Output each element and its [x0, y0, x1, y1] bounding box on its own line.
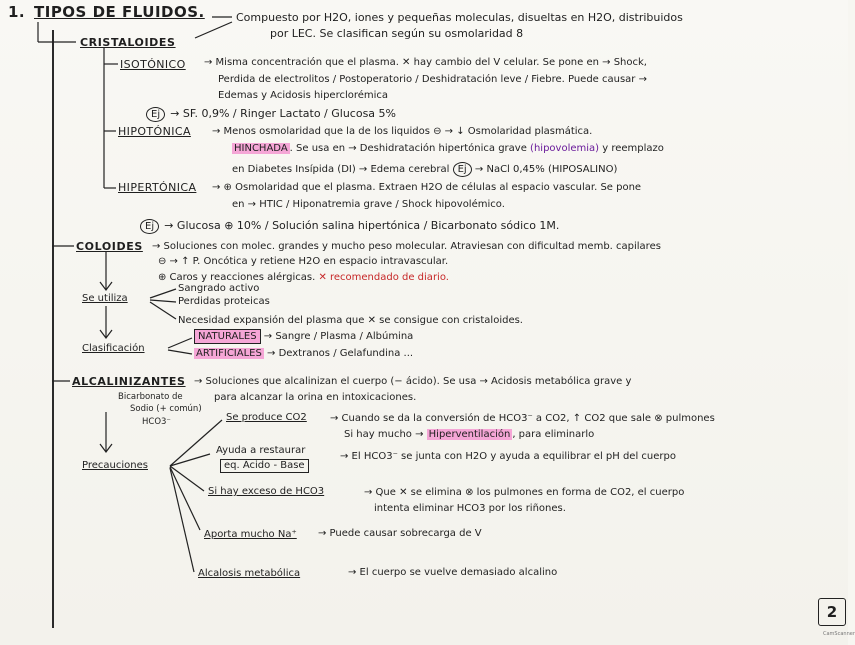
precaucion-na-label: Aporta mucho Na⁺ [204, 529, 297, 540]
precaucion-alcalosis-label: Alcalosis metabólica [198, 568, 301, 579]
naturales-label: NATURALES [194, 329, 261, 344]
scanner-watermark: CamScanner [823, 631, 855, 637]
hipotonica-line-2-text: . Se usa en → Deshidratación hipertónica grave [289, 143, 527, 154]
intro-line-1: Compuesto por H2O, iones y pequeñas moleculas, disueltas en H2O, distribuidos [236, 11, 683, 24]
precaucion-co2-line-2 [344, 430, 594, 440]
coloides-line-1: → Soluciones con molec. grandes y mucho peso molecular. Atraviesan con dificultad memb. capilares [152, 241, 661, 252]
hipovolemia-highlight: (hipovolemia) [530, 143, 600, 154]
bicarbonato-note-1: Bicarbonato de [118, 392, 183, 402]
naturales-row [194, 332, 413, 342]
isotonico-label: ISOTÓNICO [120, 58, 186, 71]
isotonico-line-2: Perdida de electrolitos / Postoperatorio / Deshidratación leve / Fiebre. Puede causar → [218, 74, 647, 85]
se-utiliza-label: Se utiliza [82, 293, 128, 304]
precaucion-exceso-label: Si hay exceso de HCO3 [208, 486, 325, 497]
hipotonica-line-2b: y reemplazo [602, 143, 664, 154]
title-number: 1. [8, 3, 26, 21]
uso-expansion: Necesidad expansión del plasma que ✕ se consigue con cristaloides. [178, 315, 523, 326]
precauciones-label: Precauciones [82, 460, 148, 471]
intro-line-2: por LEC. Se clasifican según su osmolaridad 8 [270, 27, 524, 40]
cristaloides-heading: CRISTALOIDES [80, 36, 176, 49]
example-badge: Ej [146, 107, 165, 122]
precaucion-restaurar-label: Ayuda a restaurar [216, 445, 306, 456]
hipotonica-line-2 [232, 144, 664, 154]
coloides-line-3 [158, 273, 449, 283]
isotonico-line-1: → Misma concentración que el plasma. ✕ hay cambio del V celular. Se pone en → Shock, [204, 57, 647, 68]
naturales-text: → Sangre / Plasma / Albúmina [263, 331, 414, 342]
precaucion-co2-label: Se produce CO2 [226, 412, 307, 423]
precaucion-co2-text: → Cuando se da la conversión de HCO3⁻ a CO2, ↑ CO2 que sale ⊗ pulmones [330, 413, 715, 424]
isotonico-line-3: Edemas y Acidosis hiperclorémica [218, 90, 389, 101]
alcalinizantes-heading: ALCALINIZANTES [72, 375, 186, 388]
alcalinizantes-line-1: → Soluciones que alcalinizan el cuerpo (− ácido). Se usa → Acidosis metabólica grave y [194, 376, 632, 387]
uso-sangrado: Sangrado activo [178, 283, 260, 294]
hipertonica-line-2: en → HTIC / Hiponatremia grave / Shock hipovolémico. [232, 199, 505, 210]
hipertonica-example [140, 216, 559, 234]
hiperventilacion-highlight: Hiperventilación [428, 429, 511, 440]
hipertonica-line-1: → ⊕ Osmolaridad que el plasma. Extraen H2O de células al espacio vascular. Se pone [212, 182, 642, 193]
page-number: 2 [818, 598, 846, 626]
alcalinizantes-line-2: para alcanzar la orina en intoxicaciones. [214, 392, 417, 403]
artificiales-row [194, 349, 413, 359]
precaucion-co2-text-2: Si hay mucho → [344, 429, 424, 440]
coloides-warning: ✕ recomendado de diario. [318, 272, 449, 283]
bicarbonato-note-3: HCO3⁻ [142, 417, 171, 427]
clasificacion-label: Clasificación [82, 343, 145, 354]
precaucion-eq-label: eq. Ácido - Base [220, 459, 309, 473]
isotonico-example [146, 104, 396, 122]
hipotonica-label: HIPOTÓNICA [118, 125, 191, 138]
hipotonica-example-text: → NaCl 0,45% (HIPOSALINO) [474, 164, 618, 175]
page-title: TIPOS DE FLUIDOS. [34, 3, 205, 21]
hipotonica-line-3-text: en Diabetes Insípida (DI) → Edema cerebral [232, 164, 450, 175]
precaucion-exceso-text-2: intenta eliminar HCO3 por los riñones. [374, 503, 566, 514]
coloides-line-2: ⊖ → ↑ P. Oncótica y retiene H2O en espacio intravascular. [158, 256, 449, 267]
hipertonica-example-text: → Glucosa ⊕ 10% / Solución salina hipertónica / Bicarbonato sódico 1M. [164, 219, 560, 232]
example-badge: Ej [453, 162, 472, 177]
bicarbonato-note-2: Sodio (+ común) [130, 404, 202, 414]
coloides-heading: COLOIDES [76, 240, 143, 253]
hipertonica-label: HIPERTÓNICA [118, 181, 197, 194]
precaucion-na-text: → Puede causar sobrecarga de V [318, 528, 482, 539]
isotonico-example-text: → SF. 0,9% / Ringer Lactato / Glucosa 5% [170, 107, 396, 120]
precaucion-co2-text-3: , para eliminarlo [512, 429, 595, 440]
precaucion-alcalosis-text: → El cuerpo se vuelve demasiado alcalino [348, 567, 558, 578]
hipotonica-line-3 [232, 162, 617, 177]
coloides-line-3-text: ⊕ Caros y reacciones alérgicas. [158, 272, 316, 283]
precaucion-exceso-text-1: → Que ✕ se elimina ⊗ los pulmones en forma de CO2, el cuerpo [364, 487, 685, 498]
precaucion-restaurar-text: → El HCO3⁻ se junta con H2O y ayuda a equilibrar el pH del cuerpo [340, 451, 676, 462]
artificiales-label: ARTIFICIALES [196, 348, 262, 359]
uso-perdidas: Perdidas proteicas [178, 296, 270, 307]
hipotonica-line-1: → Menos osmolaridad que la de los liquidos ⊖ → ↓ Osmolaridad plasmática. [212, 126, 593, 137]
hinchada-highlight: HINCHADA [234, 143, 288, 154]
example-badge: Ej [140, 219, 159, 234]
artificiales-text: → Dextranos / Gelafundina ... [267, 348, 414, 359]
